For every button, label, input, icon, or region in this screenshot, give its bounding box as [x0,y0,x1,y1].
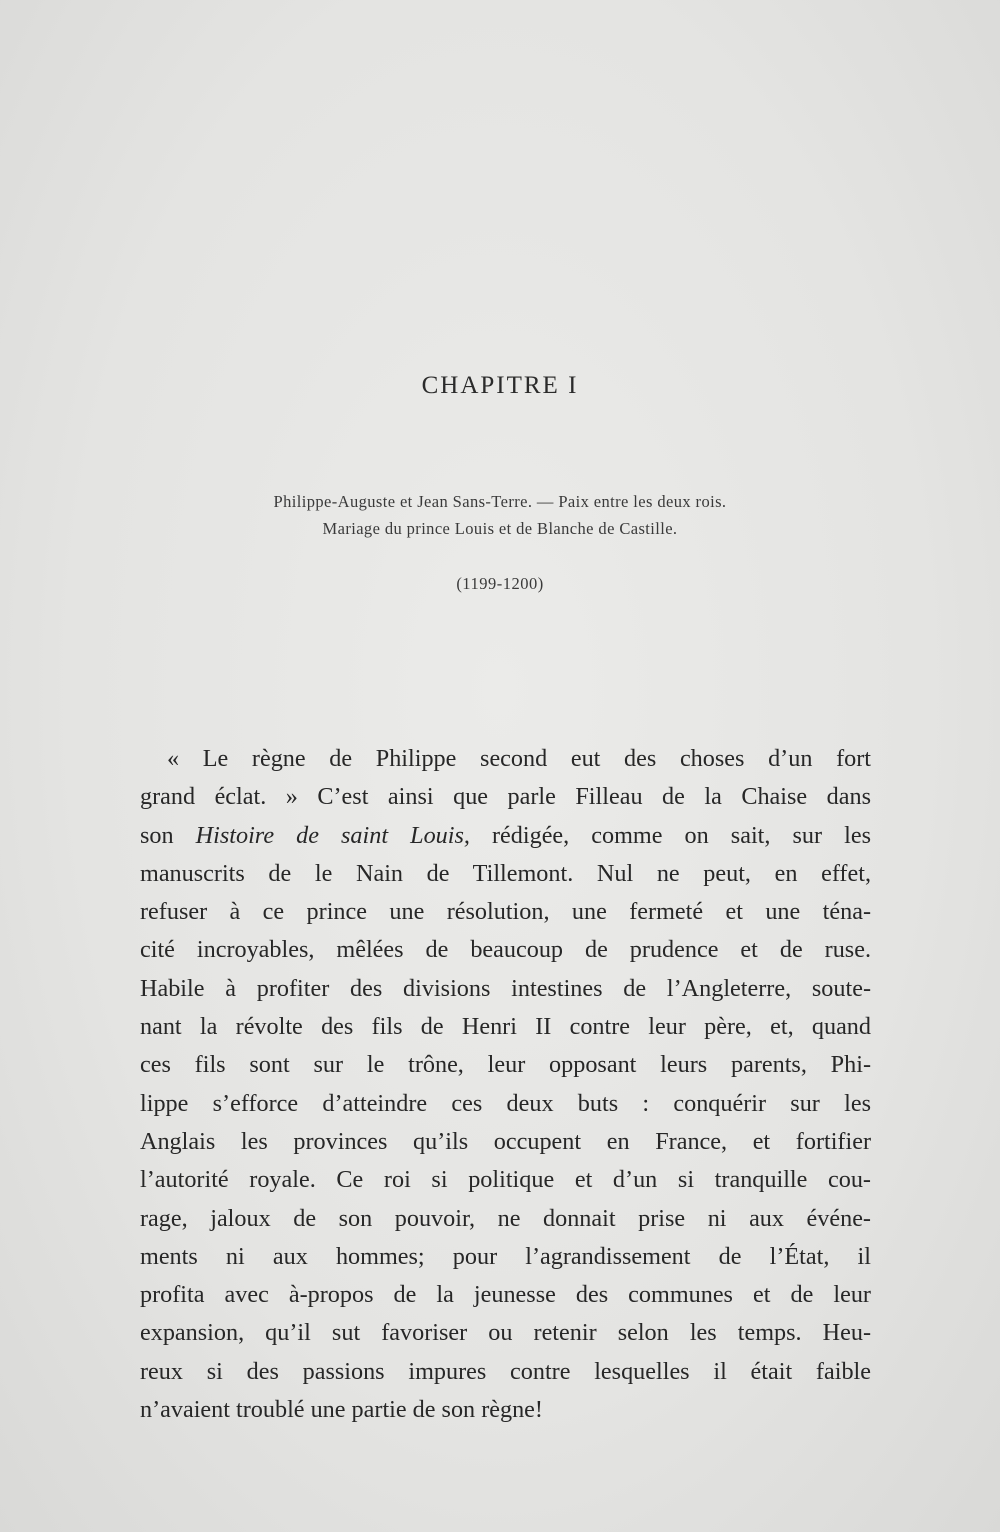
body-line-text: son [140,821,196,849]
body-line: grand éclat. » C’est ainsi que parle Filleau de la Chaise dans [140,783,871,811]
body-line: expansion, qu’il sut favoriser ou retenir selon les temps. Heu- [140,1319,871,1347]
body-line: ments ni aux hommes; pour l’agrandissement de l’État, il [140,1242,871,1270]
chapter-title: CHAPITRE I [421,372,579,399]
body-line: nant la révolte des fils de Henri II contre leur père, et, quand [140,1013,871,1041]
body-line: ces fils sont sur le trône, leur opposant leurs parents, Phi- [140,1051,871,1079]
body-line: « Le règne de Philippe second eut des choses d’un fort [167,745,871,772]
body-line: refuser à ce prince une résolution, une fermeté et une téna- [140,898,871,926]
body-line: Habile à profiter des divisions intestines de l’Angleterre, soute- [140,974,871,1002]
body-line: profita avec à-propos de la jeunesse des communes et de leur [140,1281,871,1309]
chapter-summary-line-1: Philippe-Auguste et Jean Sans-Terre. — Paix entre les deux rois. [273,492,727,511]
body-line [140,817,871,855]
book-title-italic: Histoire de saint Louis, [195,821,470,849]
body-line-text: rédigée, comme on sait, sur les [469,821,871,849]
body-line: reux si des passions impures contre lesquelles il était faible [140,1357,871,1385]
body-line: cité incroyables, mêlées de beaucoup de prudence et de ruse. [140,936,871,964]
body-paragraph [140,740,871,1429]
body-line: l’autorité royale. Ce roi si politique et d’un si tranquille cou- [140,1166,871,1194]
chapter-dates: (1199-1200) [456,574,544,593]
body-line: Anglais les provinces qu’ils occupent en France, et fortifier [140,1127,871,1155]
chapter-summary-line-2: Mariage du prince Louis et de Blanche de Castille. [322,519,678,538]
body-line: n’avaient troublé une partie de son règne! [140,1396,543,1424]
body-line: rage, jaloux de son pouvoir, ne donnait prise ni aux événe- [140,1204,871,1232]
body-line: manuscrits de le Nain de Tillemont. Nul ne peut, en effet, [140,859,871,887]
body-line: lippe s’efforce d’atteindre ces deux buts : conquérir sur les [140,1089,871,1117]
